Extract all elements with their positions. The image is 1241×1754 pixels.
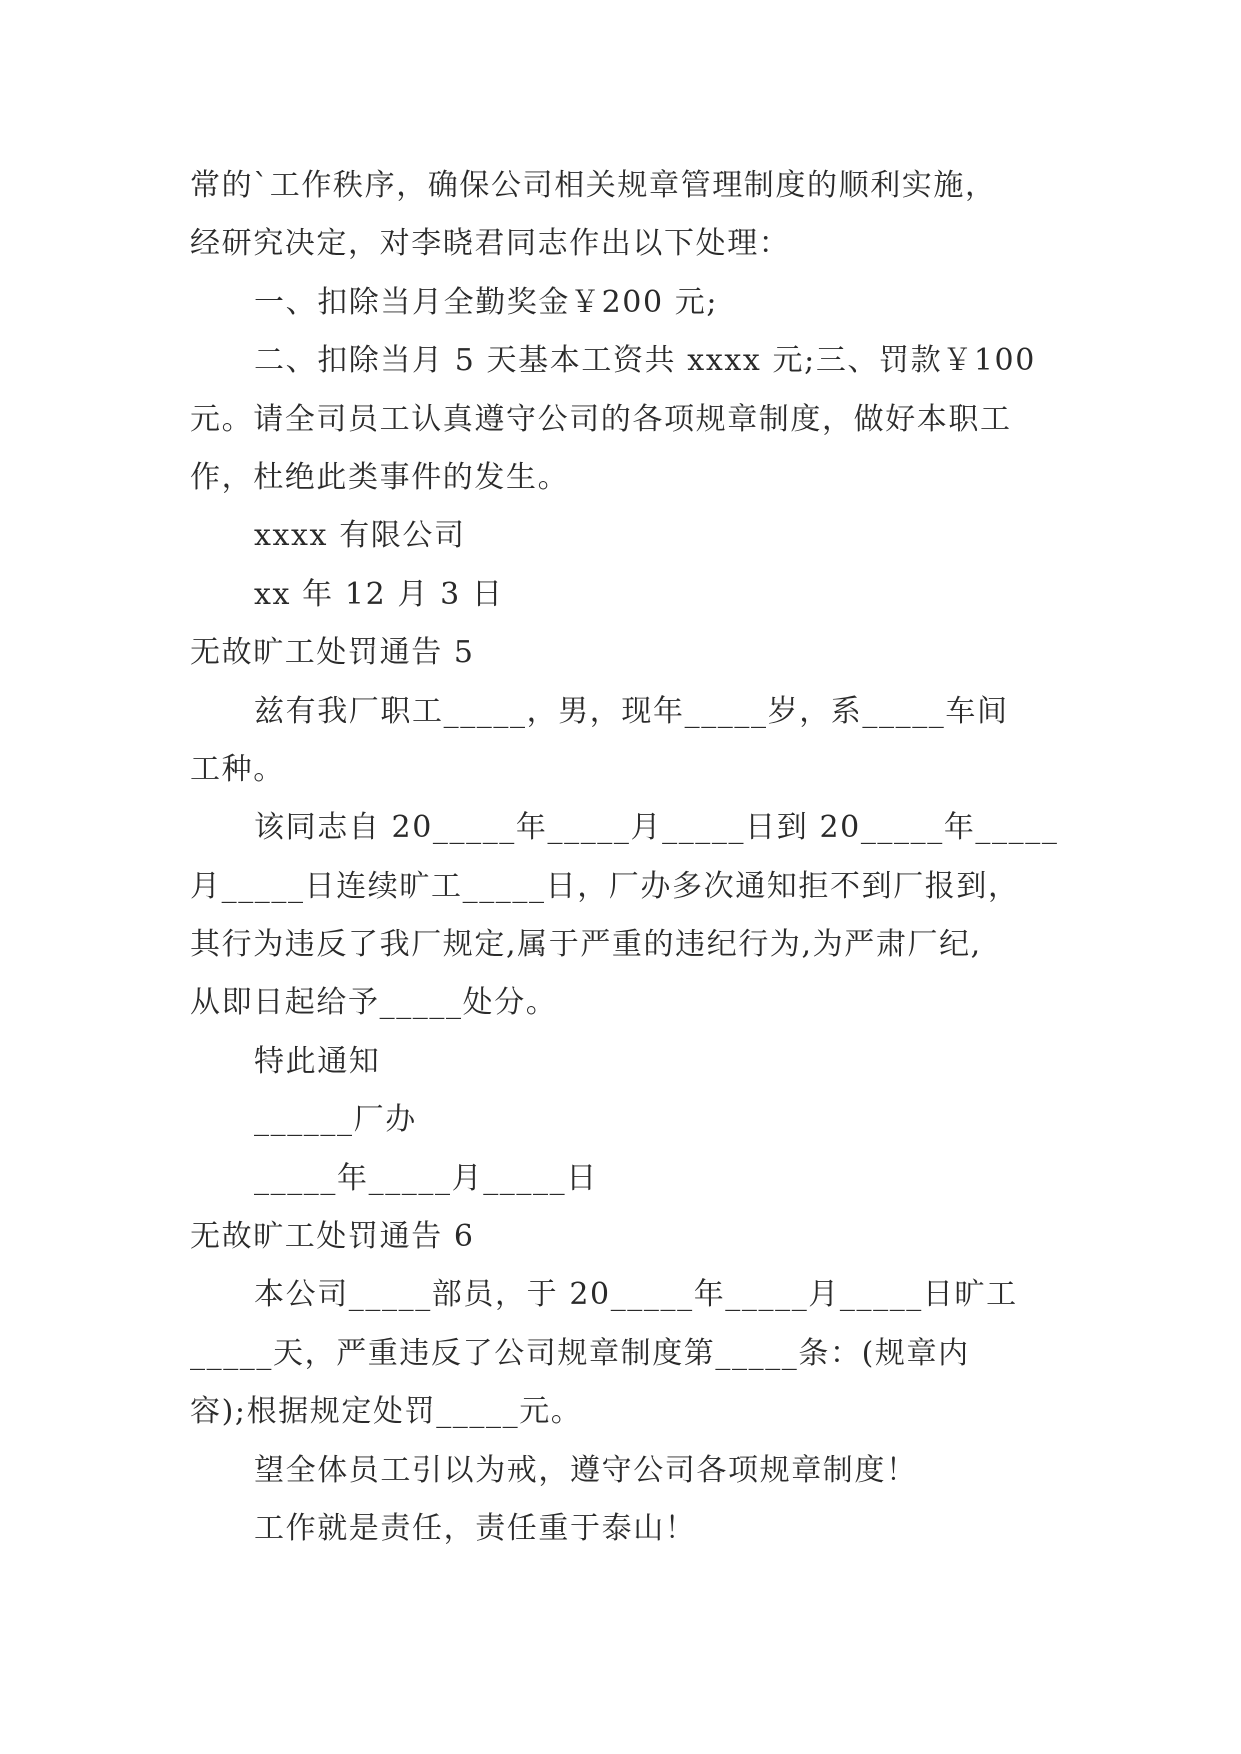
text-line: ______厂办 [254, 1102, 417, 1138]
text-line: 工作就是责任，责任重于泰山！ [254, 1510, 697, 1546]
text-line: 二、扣除当月 5 天基本工资共 xxxx 元;三、罚款￥100 [254, 343, 1036, 379]
text-line: 该同志自 20_____年_____月_____日到 20_____年_____ [254, 810, 1059, 846]
text-line: 元。请全司员工认真遵守公司的各项规章制度，做好本职工 [190, 401, 1012, 437]
text-line: 月_____日连续旷工_____日，厂办多次通知拒不到厂报到， [190, 868, 1020, 904]
text-line: _____天，严重违反了公司规章制度第_____条：(规章内 [190, 1335, 970, 1371]
text-line: 特此通知 [254, 1043, 381, 1079]
text-line: 从即日起给予_____处分。 [190, 985, 558, 1021]
text-line: 其行为违反了我厂规定,属于严重的违纪行为,为严肃厂纪, [190, 927, 982, 963]
text-line: 经研究决定，对李晓君同志作出以下处理： [190, 226, 791, 262]
text-line: 常的`工作秩序，确保公司相关规章管理制度的顺利实施， [190, 168, 997, 203]
text-line: 本公司_____部员，于 20_____年_____月_____日旷工 [254, 1277, 1018, 1313]
text-line: 无故旷工处罚通告 5 [190, 635, 475, 671]
text-line: 作，杜绝此类事件的发生。 [190, 459, 570, 495]
document-body [190, 157, 1070, 1558]
text-line: 工种。 [190, 751, 285, 787]
text-line: _____年_____月_____日 [254, 1160, 598, 1196]
text-line: 兹有我厂职工_____，男，现年_____岁，系_____车间 [254, 693, 1009, 729]
text-line: xx 年 12 月 3 日 [254, 576, 504, 612]
text-line: 容);根据规定处罚_____元。 [190, 1394, 583, 1430]
text-line: 望全体员工引以为戒，遵守公司各项规章制度！ [254, 1452, 918, 1488]
text-line: 无故旷工处罚通告 6 [190, 1219, 475, 1255]
text-line: xxxx 有限公司 [254, 518, 466, 554]
text-line: 一、扣除当月全勤奖金￥200 元; [254, 284, 719, 320]
